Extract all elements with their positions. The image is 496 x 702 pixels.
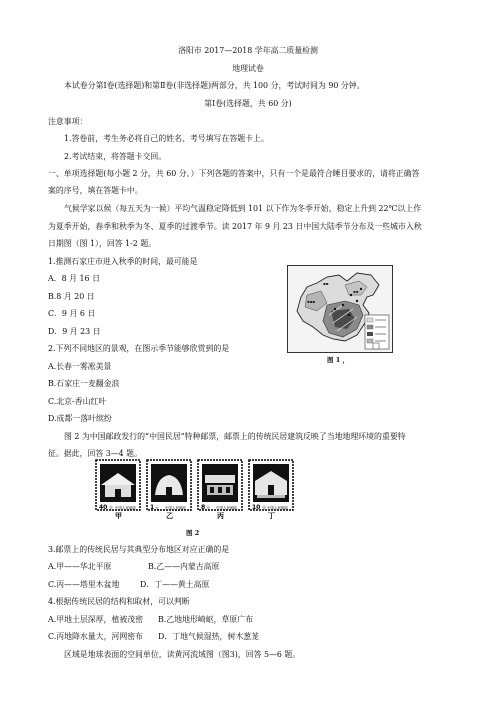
q4-option-b: B.乙地地形崎岖，草原广布 — [158, 615, 254, 624]
q3-option-c: C.丙——塔里木盆地 — [48, 580, 120, 589]
q1-option-c: C．9 月 6 日 — [48, 309, 96, 318]
stamp-bing-illustration — [198, 460, 242, 510]
subject-title: 地理试卷 — [232, 64, 264, 73]
stamp-unit: 分 — [109, 505, 113, 510]
stamp-unit: 分 — [206, 505, 210, 510]
notes-title: 注意事项： — [48, 117, 88, 126]
q3-stem: 3.邮票上的传统民居与其典型分布地区对应正确的是 — [48, 545, 230, 554]
stamp-label-yi: 乙 — [166, 511, 173, 519]
q2-option-d: D.成都一落叶缤纷 — [48, 414, 112, 423]
q2-option-c: C.北京-香山红叶 — [48, 397, 107, 406]
stamp-issuer: 中国人民邮政 — [165, 506, 186, 510]
figure-2-caption: 图 2 — [186, 529, 200, 537]
q4-option-d: D．丁地气候湿热，树木葱茏 — [158, 632, 260, 641]
svg-text:▪▪: ▪▪ — [353, 289, 359, 294]
part1-title: 第Ⅰ卷(选择题，共 60 分) — [204, 99, 292, 108]
section1-line-2: 案的序号，填在答题卡中。 — [48, 186, 143, 195]
stamp-issuer: 中国人民邮政 — [216, 506, 237, 510]
stamps-figure — [95, 459, 295, 519]
q1-option-b: B.8 月 20 日 — [48, 292, 95, 301]
section1-line-1: 一、单项选择题(每小题 2 分，共 60 分。）下列各题的答案中，只有一个是最符合睡目要求的，请将正确答 — [48, 169, 420, 178]
q3-option-d: D．丁——黄土高原 — [140, 580, 210, 589]
stamp-yi-illustration — [147, 460, 191, 510]
passage2-line-1: 图 2 为中国邮政发行的“中国民居”特种邮票，邮票上的传统民居建筑反映了当地地理环境的重要特 — [64, 432, 406, 441]
q4-stem: 4.根据传统民居的结构和取材，可以判断 — [48, 597, 190, 606]
q4-option-a: A.甲地土层深厚，植被茂密 — [48, 615, 144, 624]
q4-option-c: C.丙地降水量大，河网密布 — [48, 632, 144, 641]
stamp-value: 40 — [99, 504, 108, 511]
q2-option-b: B.石家庄一麦翻金浪 — [48, 379, 120, 388]
q2-option-a: A.长春一雾凇美景 — [48, 362, 112, 371]
stamp-unit: 元 — [155, 505, 159, 510]
q1-option-a: A．8 月 16 日 — [48, 274, 100, 283]
q1-stem: 1.推测石家庄市进入秋季的时间，最可能是 — [48, 257, 198, 266]
stamp-issuer: 中国人民邮政 — [267, 506, 288, 510]
passage1-line-3: 日期图（图 1），回答 1-2 题。 — [48, 239, 157, 248]
notes-item-2: 2.考试结束，将答题卡交回。 — [64, 152, 167, 161]
exam-title: 洛阳市 2017—2018 学年高二质量检测 — [178, 46, 318, 55]
exam-intro: 本试卷分第Ⅰ卷(选择题)和第Ⅱ卷(非选择题)两部分，共 100 分，考试时间为 90 分钟。 — [64, 81, 365, 90]
stamp-value: 8 — [201, 504, 206, 511]
passage2-line-2: 征。据此，回答 3—4 题。 — [48, 449, 142, 458]
stamp-label-jia: 甲 — [115, 511, 122, 519]
q3-option-b: B.乙——内蒙古高原 — [148, 562, 220, 571]
stamp-issuer: 中国人民邮政 — [115, 506, 136, 510]
stamp-label-bing: 丙 — [217, 511, 224, 519]
q1-option-d: D．9 月 23 日 — [48, 327, 101, 336]
svg-text:▪▪: ▪▪ — [323, 281, 329, 286]
passage1-line-2: 为夏季开始，春季和秋季为冬、夏季的过渡季节。读 2017 年 9 月 23 日中国大陆季节分布及一些城市入秋 — [48, 222, 422, 231]
figure-1-caption: 图 1 ， — [327, 356, 350, 364]
stamp-ding-illustration — [249, 460, 293, 510]
stamp-label-ding: 丁 — [268, 511, 275, 519]
svg-text:▪▪▪: ▪▪▪ — [307, 299, 316, 304]
passage3-line-1: 区域是地球表面的空间单位，读黄河流域图（图3)，回答 5—6 题。 — [64, 650, 301, 659]
passage1-line-1: 气候学家以候（每五天为一候）平均气温稳定降低到 101 以下作为冬季开始，稳定上升到 22℃以上作 — [64, 204, 422, 213]
stamp-value: 1 — [150, 504, 155, 511]
notes-item-1: 1.答卷前，考生务必将自己的姓名、考号填写在答题卡上。 — [64, 134, 269, 143]
stamp-unit: 分 — [262, 505, 266, 510]
q3-option-a: A.甲——华北平原 — [48, 562, 112, 571]
stamp-jia-illustration — [96, 460, 140, 510]
q2-stem: 2.下列不同地区的景观，在图示季节能够欣赏到的是 — [48, 344, 230, 353]
stamp-value: 10 — [252, 504, 261, 511]
china-season-map — [287, 265, 393, 353]
